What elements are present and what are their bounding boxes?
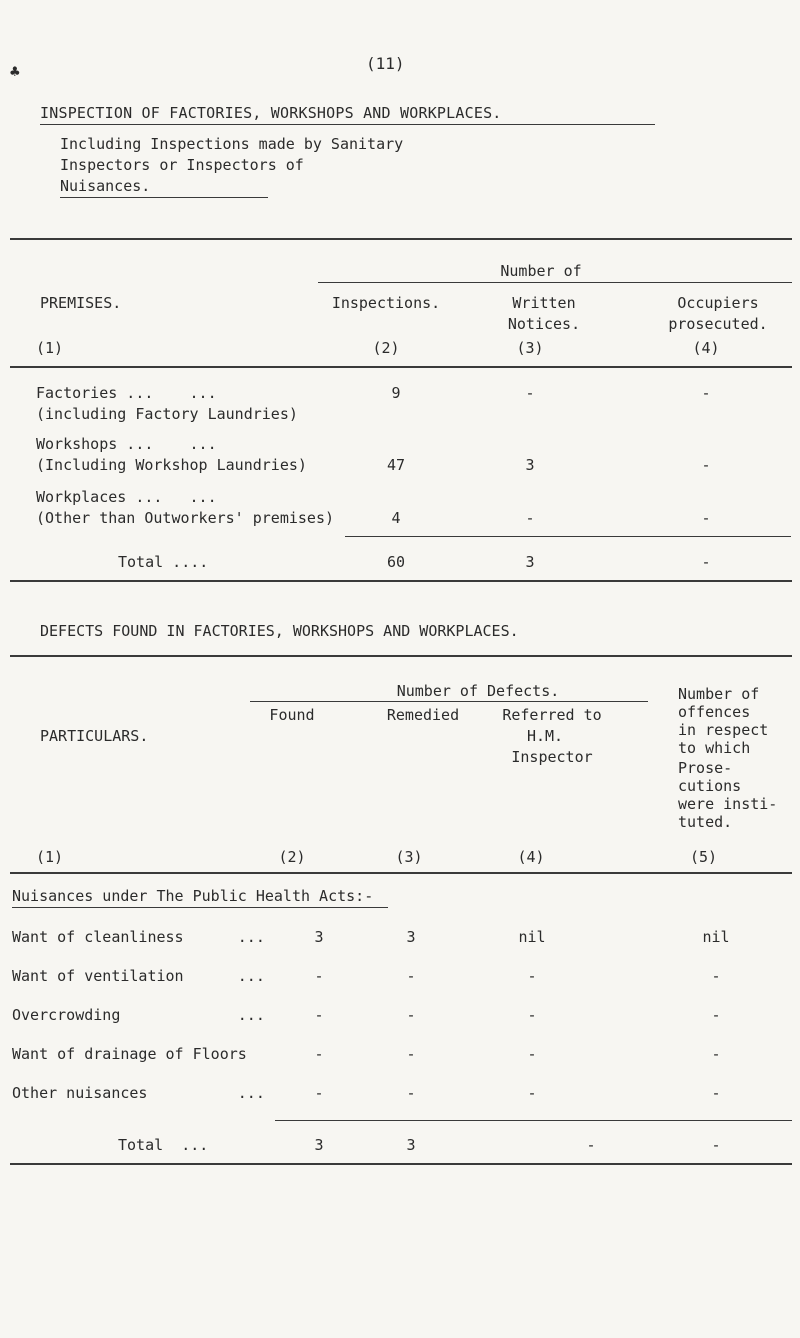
table2-col3-num: (3)	[395, 848, 423, 866]
table1-row-inspections: 47	[386, 456, 406, 474]
subtitle-line-1: Including Inspections made by Sanitary	[60, 135, 404, 153]
table1-row-notices: -	[525, 384, 535, 402]
table2-row-remedied: -	[406, 1006, 416, 1024]
table1-row-notices: -	[525, 509, 535, 527]
corner-mark: ♣	[10, 62, 20, 81]
table2-col5-label-7: were insti-	[678, 795, 778, 813]
table2-col5-num: (5)	[690, 848, 718, 866]
table1-header-rule	[10, 366, 792, 368]
table1-group-rule	[318, 282, 792, 283]
table2-col5-label-3: in respect	[678, 721, 769, 739]
table2-bottom-rule	[10, 1163, 792, 1165]
title-underline	[40, 124, 655, 125]
table2-col2-num: (2)	[278, 848, 306, 866]
table2-row-found: -	[314, 1006, 324, 1024]
table1-col3-num: (3)	[516, 339, 544, 357]
table2-col5-label-2: offences	[678, 703, 751, 721]
table2-row-name: Want of ventilation ...	[12, 967, 265, 985]
table2-col1-label: PARTICULARS.	[40, 727, 149, 745]
table2-row-remedied: -	[406, 1084, 416, 1102]
table2-row-prosecutions: -	[711, 1084, 721, 1102]
table1-row-prosecuted: -	[701, 509, 711, 527]
table2-row-referred: -	[527, 1084, 537, 1102]
table2-row-remedied: -	[406, 967, 416, 985]
table2-total-rule	[275, 1120, 792, 1121]
table1-bottom-rule	[10, 580, 792, 582]
table1-col2-num: (2)	[372, 339, 400, 357]
table2-row-found: 3	[314, 928, 324, 946]
table1-row-inspections: 4	[391, 509, 401, 527]
table2-group-header: Number of Defects.	[396, 682, 560, 700]
table2-col4-label-2: H.M.	[526, 727, 564, 745]
table2-col4-label-3: Inspector	[511, 748, 593, 766]
table1-row-sub: (Other than Outworkers' premises)	[36, 509, 335, 527]
subtitle-line-3: Nuisances.	[60, 177, 151, 195]
table2-col5-label-1: Number of	[678, 685, 760, 703]
table2-total-found: 3	[314, 1136, 324, 1154]
table2-total-referred: -	[586, 1136, 596, 1154]
table2-row-remedied: 3	[406, 928, 416, 946]
page-title: INSPECTION OF FACTORIES, WORKSHOPS AND WORKPLACES.	[40, 104, 502, 122]
table2-col3-label: Remedied	[386, 706, 460, 724]
table2-top-rule	[10, 655, 792, 657]
table1-total-notices: 3	[525, 553, 535, 571]
table2-row-name: Overcrowding ...	[12, 1006, 265, 1024]
table2-row-name: Other nuisances ...	[12, 1084, 265, 1102]
table1-col4-num: (4)	[692, 339, 720, 357]
table2-row-referred: -	[527, 1045, 537, 1063]
table2-row-name: Want of drainage of Floors	[12, 1045, 247, 1063]
table1-row-notices: 3	[525, 456, 535, 474]
table2-row-prosecutions: -	[711, 1006, 721, 1024]
table1-col3-label-1: Written	[512, 294, 576, 312]
table2-row-referred: -	[527, 967, 537, 985]
table1-row-name: Workplaces ... ...	[36, 488, 217, 506]
table1-col4-label-2: prosecuted.	[668, 315, 768, 333]
table1-total-rule	[345, 536, 791, 537]
table1-total-inspections: 60	[386, 553, 406, 571]
table2-col1-num: (1)	[36, 848, 64, 866]
table1-col1-num: (1)	[36, 339, 64, 357]
table2-row-referred: -	[527, 1006, 537, 1024]
table2-row-prosecutions: nil	[702, 928, 730, 946]
table2-col5-label-8: tuted.	[678, 813, 733, 831]
table1-group-header: Number of	[500, 262, 582, 280]
table2-row-found: -	[314, 1084, 324, 1102]
table2-total-label: Total ...	[118, 1136, 209, 1154]
table1-row-prosecuted: -	[701, 384, 711, 402]
table2-row-remedied: -	[406, 1045, 416, 1063]
table2-row-prosecutions: -	[711, 1045, 721, 1063]
table2-row-prosecutions: -	[711, 967, 721, 985]
table2-section-underline	[12, 907, 388, 908]
table1-col1-label: PREMISES.	[40, 294, 122, 312]
table2-group-rule	[250, 701, 648, 702]
table1-col2-label: Inspections.	[331, 294, 441, 312]
table2-col5-label-6: cutions	[678, 777, 742, 795]
table2-total-remedied: 3	[406, 1136, 416, 1154]
table2-row-found: -	[314, 967, 324, 985]
table1-total-prosecuted: -	[701, 553, 711, 571]
table1-col4-label-1: Occupiers	[677, 294, 759, 312]
table1-row-name: Factories ... ...	[36, 384, 217, 402]
page-number: (11)	[366, 54, 405, 73]
table2-col2-label: Found	[269, 706, 315, 724]
table2-total-prosecutions: -	[711, 1136, 721, 1154]
table2-title: DEFECTS FOUND IN FACTORIES, WORKSHOPS AND WORKPLACES.	[40, 622, 519, 640]
table1-top-rule	[10, 238, 792, 240]
table1-row-inspections: 9	[391, 384, 401, 402]
table1-row-sub: (including Factory Laundries)	[36, 405, 298, 423]
table2-col4-label-1: Referred to	[502, 706, 602, 724]
table2-section-heading: Nuisances under The Public Health Acts:-	[12, 887, 374, 905]
subtitle-line-2: Inspectors or Inspectors of	[60, 156, 304, 174]
table1-total-label: Total ....	[118, 553, 209, 571]
table2-col5-label-5: Prose-	[678, 759, 733, 777]
table2-col4-num: (4)	[517, 848, 545, 866]
table2-header-rule	[10, 872, 792, 874]
table1-row-sub: (Including Workshop Laundries)	[36, 456, 307, 474]
table2-row-referred: nil	[518, 928, 546, 946]
table2-col5-label-4: to which	[678, 739, 751, 757]
table1-col3-label-2: Notices.	[507, 315, 581, 333]
table2-row-name: Want of cleanliness ...	[12, 928, 265, 946]
subtitle-underline	[60, 197, 268, 198]
table1-row-name: Workshops ... ...	[36, 435, 217, 453]
table2-row-found: -	[314, 1045, 324, 1063]
table1-row-prosecuted: -	[701, 456, 711, 474]
